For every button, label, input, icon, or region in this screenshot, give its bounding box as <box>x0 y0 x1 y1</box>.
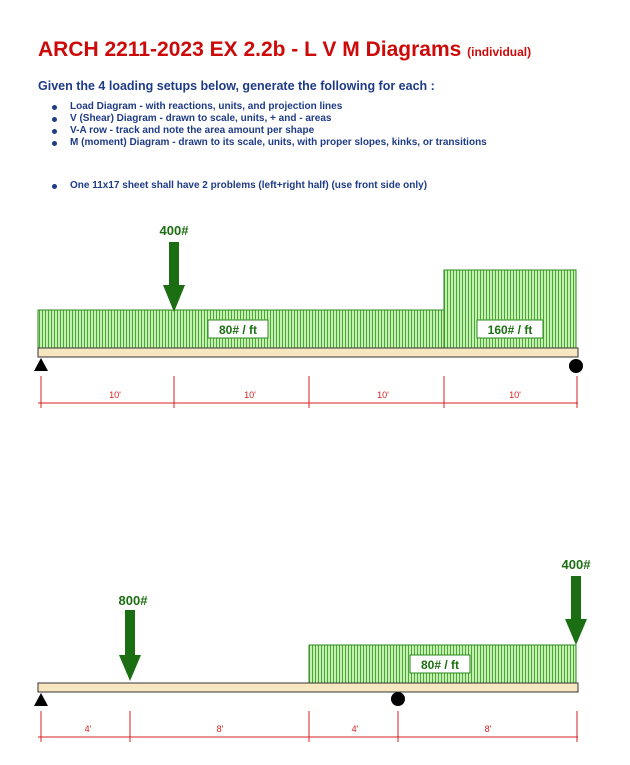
bullet-item: Load Diagram - with reactions, units, and projection lines <box>52 101 487 113</box>
span-label: 10' <box>109 390 121 400</box>
load-label-160: 160# / ft <box>487 323 533 337</box>
title-main: ARCH 2211-2023 EX 2.2b - L V M Diagrams <box>38 38 462 61</box>
intro-text: Given the 4 loading setups below, generate the following for each : <box>38 79 435 93</box>
point-load-arrow <box>119 610 141 681</box>
pin-support-icon <box>34 358 48 371</box>
point-load-label: 400# <box>159 223 189 238</box>
problem-1 <box>34 223 583 408</box>
roller-support-icon <box>391 692 405 706</box>
title-suffix: (individual) <box>467 45 532 59</box>
point-load-arrow <box>163 242 185 312</box>
point-load-arrow <box>565 576 587 645</box>
span-label: 10' <box>509 390 521 400</box>
dimension-line <box>38 711 578 742</box>
span-label: 10' <box>377 390 389 400</box>
problem-2 <box>34 557 591 742</box>
point-load-label: 800# <box>118 593 148 608</box>
span-label: 8' <box>484 724 492 734</box>
span-label: 8' <box>216 724 224 734</box>
beam <box>38 348 578 357</box>
span-label: 10' <box>244 390 256 400</box>
beam <box>38 683 578 692</box>
bullet-item: V-A row - track and note the area amount per shape <box>52 125 487 137</box>
span-label: 4' <box>351 724 359 734</box>
pin-support-icon <box>34 693 48 706</box>
bullet-item: V (Shear) Diagram - drawn to scale, units, + and - areas <box>52 113 487 125</box>
bullet-item: M (moment) Diagram - drawn to its scale, units, with proper slopes, kinks, or transitions <box>52 137 487 149</box>
load-label-80: 80# / ft <box>420 658 460 672</box>
roller-support-icon <box>569 359 583 373</box>
load-label-80: 80# / ft <box>218 323 258 337</box>
note-item: One 11x17 sheet shall have 2 problems (left+right half) (use front side only) <box>52 180 427 192</box>
point-load-label: 400# <box>561 557 591 572</box>
span-label: 4' <box>84 724 92 734</box>
